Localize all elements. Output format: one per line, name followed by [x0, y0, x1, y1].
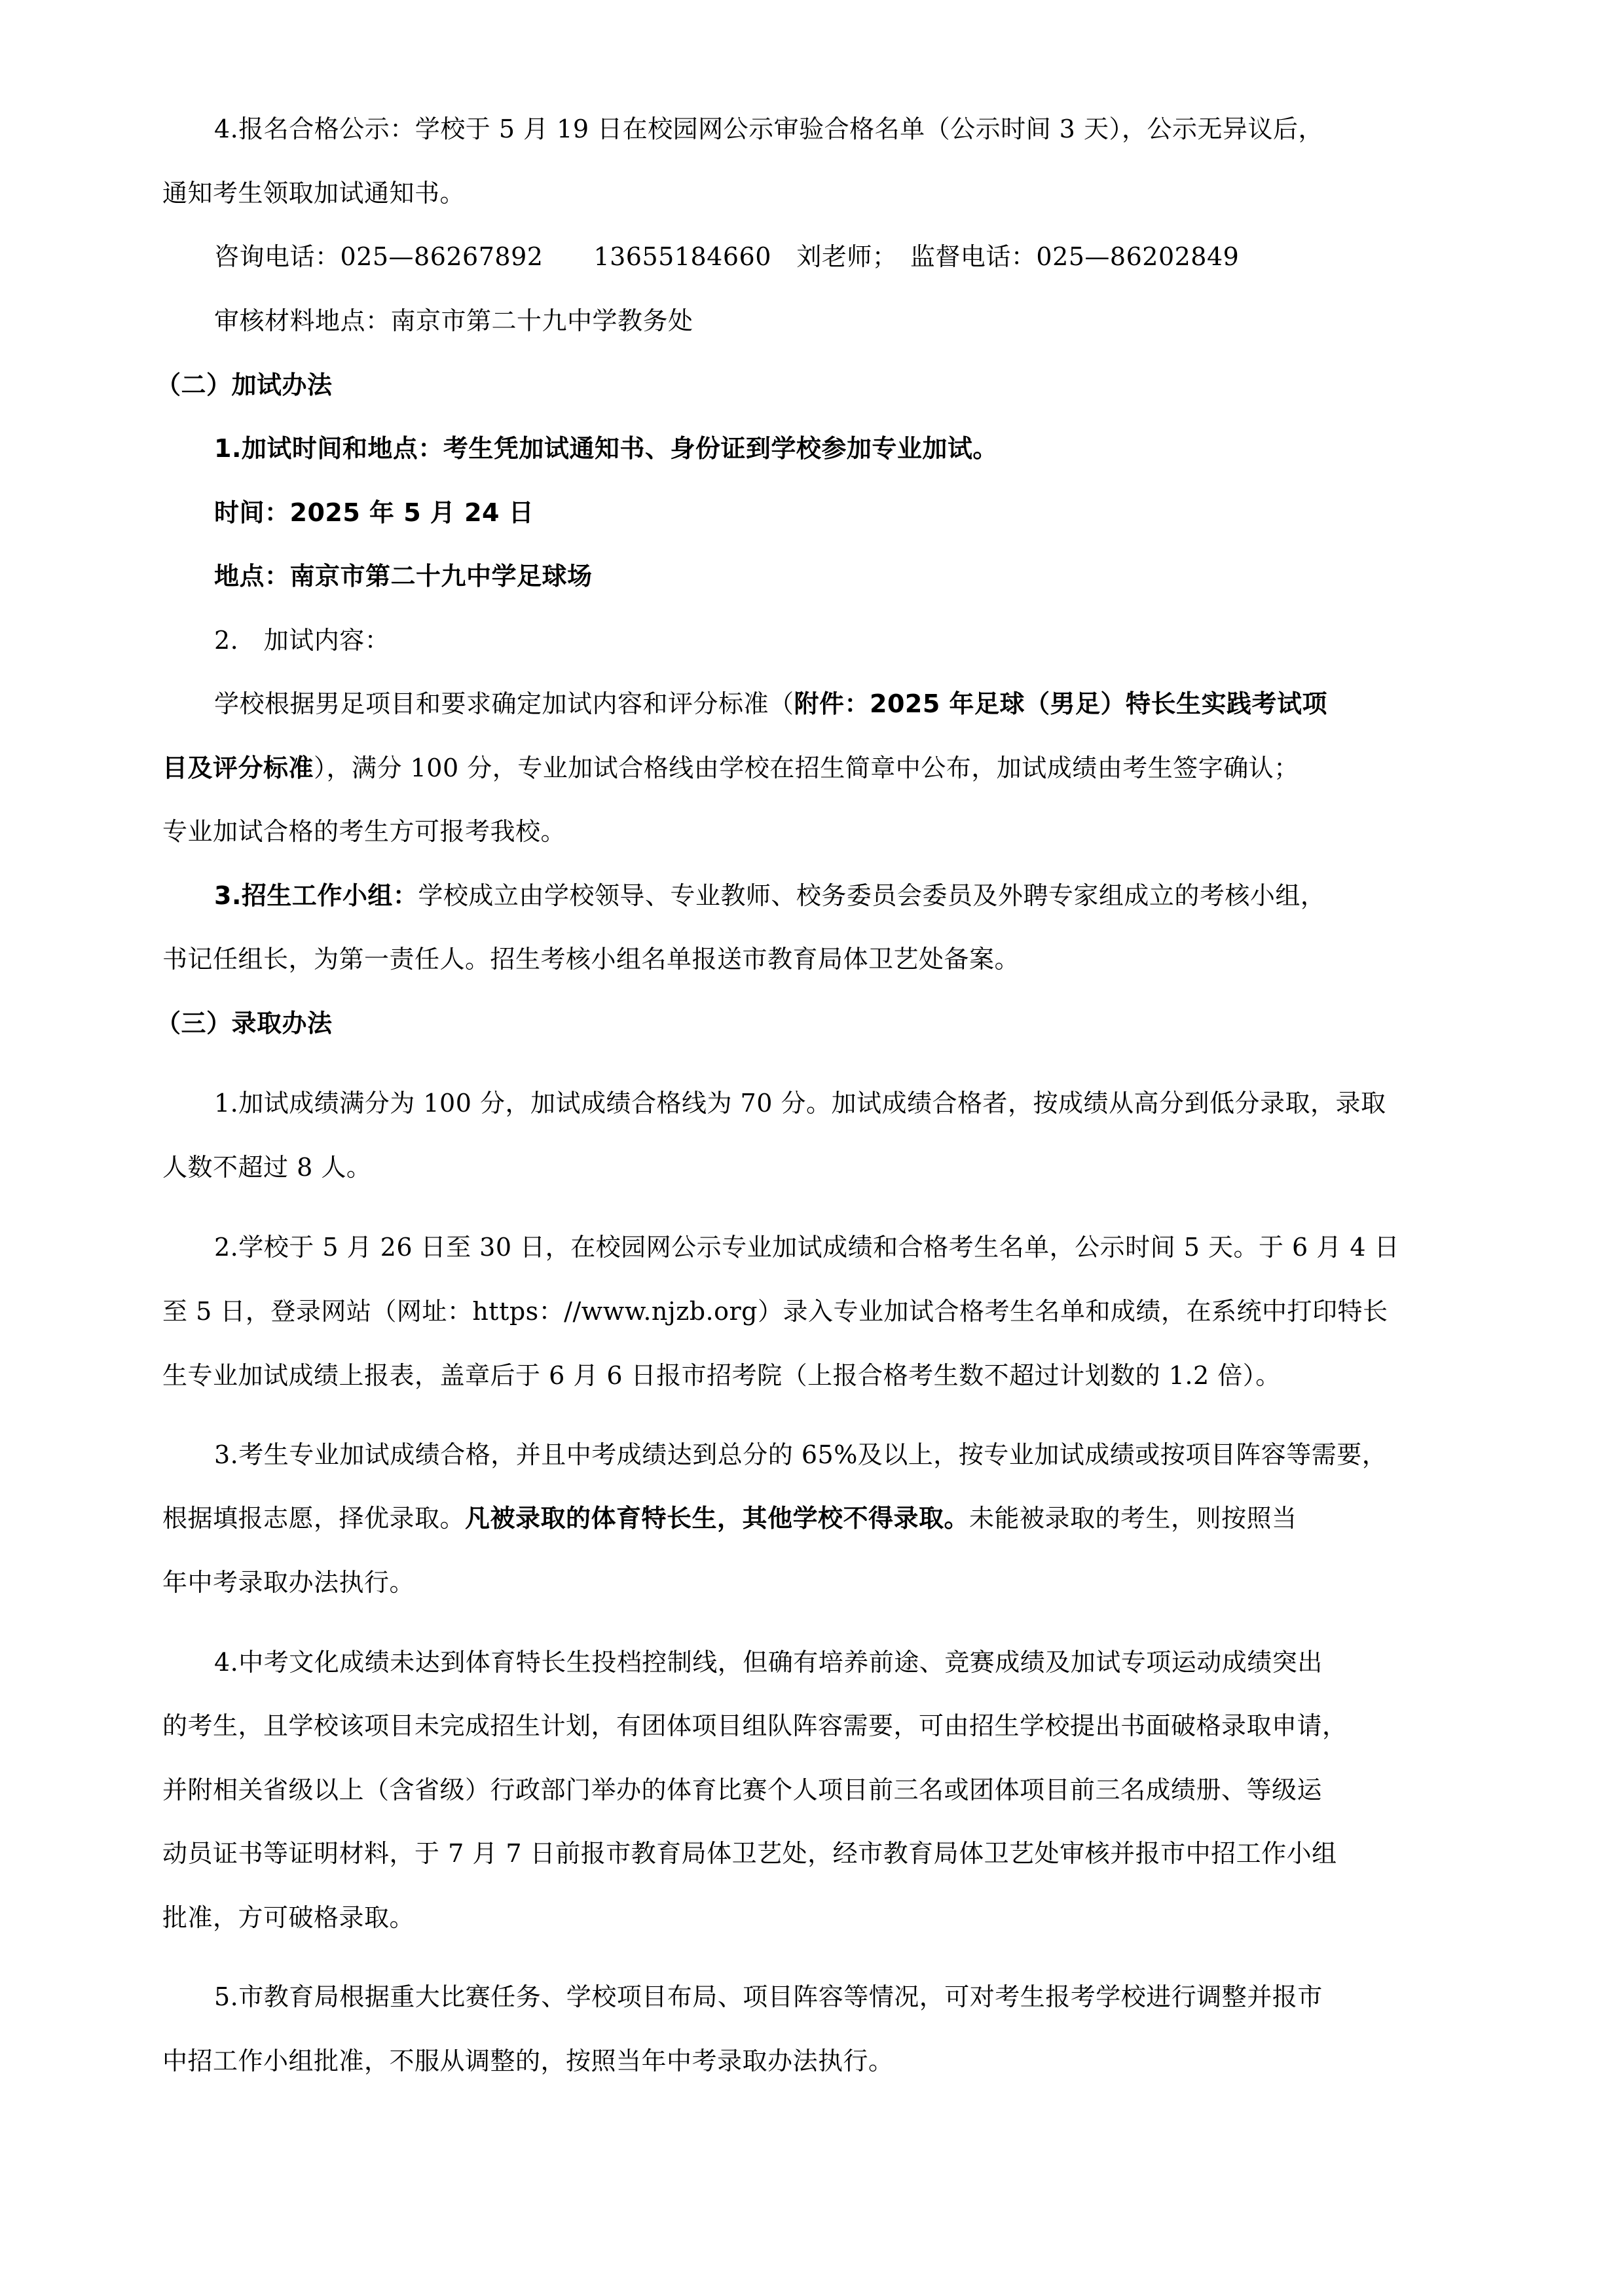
test-time: 时间：2025 年 5 月 24 日 — [214, 498, 534, 527]
admit-p3-line2 — [162, 1502, 1297, 1535]
test-content-line1-text: 学校根据男足项目和要求确定加试内容和评分标准（ — [214, 689, 794, 718]
admit-p5-line1: 5.市教育局根据重大比赛任务、学校项目布局、项目阵容等情况，可对考生报考学校进行调整并报市 — [214, 1982, 1323, 2011]
admit-p2-line1: 2.学校于 5 月 26 日至 30 日，在校园网公示专业加试成绩和合格考生名单，公示时间 5 天。于 6 月 4 日 — [214, 1233, 1400, 1262]
admit-p4-line1: 4.中考文化成绩未达到体育特长生投档控制线，但确有培养前途、竞赛成绩及加试专项运动成绩突出 — [214, 1648, 1323, 1677]
section-heading-admit: （三）录取办法 — [156, 1009, 333, 1038]
admit-p5-line2: 中招工作小组批准，不服从调整的，按照当年中考录取办法执行。 — [162, 2047, 894, 2075]
admit-p4-line5: 批准，方可破格录取。 — [162, 1903, 415, 1932]
material-location: 审核材料地点：南京市第二十九中学教务处 — [214, 306, 693, 335]
test-item2: 2. 加试内容： — [214, 626, 390, 655]
test-place: 地点：南京市第二十九中学足球场 — [214, 562, 593, 591]
test-content-line2-text: ），满分 100 分，专业加试合格线由学校在招生简章中公布，加试成绩由考生签字确认； — [314, 754, 1299, 782]
signup-item4-line1: 4.报名合格公示：学校于 5 月 19 日在校园网公示审验合格名单（公示时间 3 天），公示无异议后， — [214, 115, 1323, 143]
admit-p4-line3: 并附相关省级以上（含省级）行政部门举办的体育比赛个人项目前三名或团体项目前三名成绩册、等级运 — [162, 1776, 1323, 1804]
admit-p3-line2-c: 未能被录取的考生，则按照当 — [969, 1504, 1297, 1533]
admit-p2-line2: 至 5 日，登录网站（网址：https：//www.njzb.org）录入专业加试合格考生名单和成绩，在系统中打印特长 — [162, 1297, 1388, 1326]
section-heading-test: （二）加试办法 — [156, 371, 333, 399]
admit-p3-line1: 3.考生专业加试成绩合格，并且中考成绩达到总分的 65%及以上，按专业加试成绩或按项目阵容等需要， — [214, 1440, 1388, 1469]
test-item3-text: 学校成立由学校领导、专业教师、校务委员会委员及外聘专家组成立的考核小组， — [418, 881, 1326, 910]
admit-p2-line3: 生专业加试成绩上报表，盖章后于 6 月 6 日报市招考院（上报合格考生数不超过计划数的 1.2 倍）。 — [162, 1361, 1281, 1390]
test-item1: 1.加试时间和地点：考生凭加试通知书、身份证到学校参加专业加试。 — [214, 434, 998, 463]
test-content-line3: 专业加试合格的考生方可报考我校。 — [162, 817, 566, 846]
admit-p1-line2: 人数不超过 8 人。 — [162, 1153, 372, 1182]
test-item3-line1 — [214, 879, 1325, 912]
admit-p4-line4: 动员证书等证明材料，于 7 月 7 日前报市教育局体卫艺处，经市教育局体卫艺处审核并报市中招工作小组 — [162, 1839, 1337, 1868]
consult-phone: 咨询电话：025—86267892 13655184660 刘老师； 监督电话：025—86202849 — [214, 242, 1240, 271]
signup-item4-line2: 通知考生领取加试通知书。 — [162, 179, 466, 208]
test-item3-line2: 书记任组长，为第一责任人。招生考核小组名单报送市教育局体卫艺处备案。 — [162, 945, 1020, 974]
admit-p3-line3: 年中考录取办法执行。 — [162, 1568, 415, 1597]
admit-p4-line2: 的考生，且学校该项目未完成招生计划，有团体项目组队阵容需要，可由招生学校提出书面破格录取申请， — [162, 1711, 1348, 1740]
admit-p1-line1: 1.加试成绩满分为 100 分，加试成绩合格线为 70 分。加试成绩合格者，按成绩从高分到低分录取，录取 — [214, 1089, 1386, 1118]
admit-p3-emphasis: 凡被录取的体育特长生，其他学校不得录取。 — [465, 1504, 970, 1533]
test-content-line1 — [214, 687, 1327, 720]
attachment-title-end: 目及评分标准 — [162, 754, 314, 782]
admit-p3-line2-a: 根据填报志愿，择优录取。 — [162, 1504, 466, 1533]
attachment-title: 附件：2025 年足球（男足）特长生实践考试项 — [794, 689, 1328, 718]
test-item3-title: 3.招生工作小组： — [214, 881, 418, 910]
test-content-line2 — [162, 752, 1299, 784]
